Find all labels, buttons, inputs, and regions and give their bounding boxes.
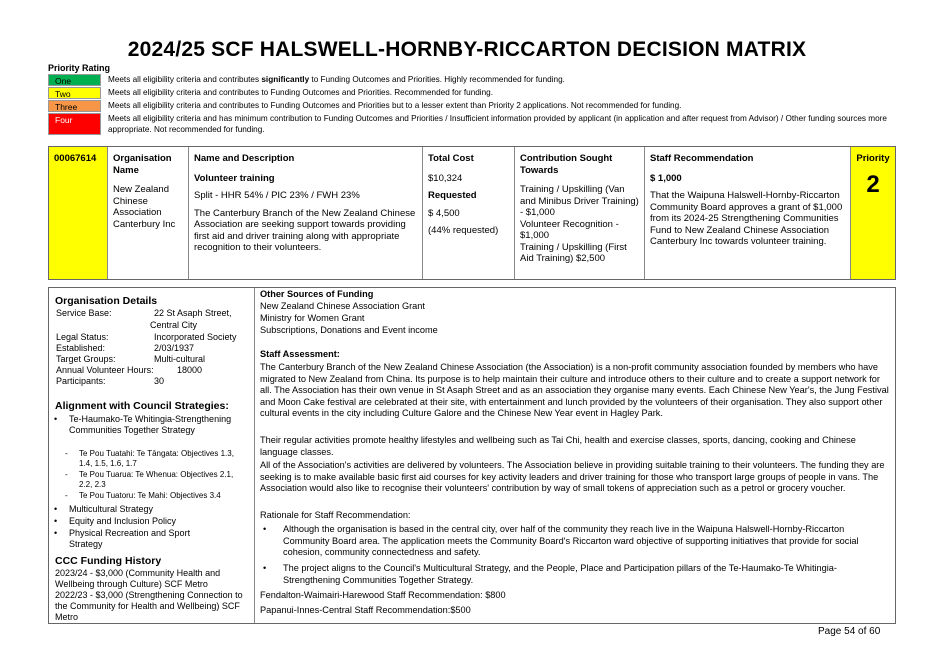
requested-percentage: (44% requested) xyxy=(428,225,499,236)
staff-recommendation-cell xyxy=(645,147,851,279)
total-cost-header: Total Cost xyxy=(428,153,474,164)
contribution-line: Training / Upskilling (First Aid Training) $2,500 xyxy=(520,241,627,264)
dash-icon: - xyxy=(65,470,68,479)
bullet-icon: • xyxy=(54,504,58,514)
funding-history-heading: CCC Funding History xyxy=(55,555,162,567)
funding-history-line: 2023/24 - $3,000 (Community Health and Wellbeing through Culture) SCF Metro xyxy=(55,568,221,589)
assessment-paragraph: All of the Association's activities are delivered by volunteers. The Association believe in providing suitable training to their volunteers. The funding they are seeking is to make available basic first aid courses for key activity leaders and driver training for those who transport large groups of people in vans. The Association would also like to recognise their volunteers' contribution by way of small tokens of appreciation such as a petrol or grocery voucher. xyxy=(260,460,885,493)
page-number: Page 54 of 60 xyxy=(818,626,881,637)
volunteer-hours-value: 18000 xyxy=(177,365,203,375)
alignment-item: Physical Recreation and Sport Strategy xyxy=(69,528,191,549)
bullet-icon: • xyxy=(54,528,58,538)
priority-swatch-three: Three xyxy=(48,100,101,112)
funding-history-line: 2022/23 - $3,000 (Strengthening Connection to the Community for Health and Wellbeing) SCF Metro xyxy=(55,590,243,622)
staff-assessment-heading: Staff Assessment: xyxy=(260,349,340,359)
project-description: The Canterbury Branch of the New Zealand Chinese Association are seeking support towards providing first aid and driver training along with appropriate recognition to their volunteers. xyxy=(194,207,416,253)
service-base-label: Service Base: xyxy=(56,308,112,318)
participants-label: Participants: xyxy=(56,376,106,386)
established-value: 2/03/1937 xyxy=(154,343,195,353)
rationale-bullet: Although the organisation is based in the central city, over half of the community they reach live in the Waipuna Halswell-Hornby-Riccarton Community Board area. The application meets the Community Board's Riccarton ward objective of supporting initiatives that provide for social cohesion, community connectedness and safety. xyxy=(283,524,859,557)
contribution-cell xyxy=(515,147,645,279)
requested-label: Requested xyxy=(428,190,477,201)
project-split: Split - HHR 54% / PIC 23% / FWH 23% xyxy=(194,190,360,201)
application-id-cell xyxy=(49,147,108,279)
ward-recommendation: Fendalton-Waimairi-Harewood Staff Recommendation: $800 xyxy=(260,590,506,600)
priority-swatch-four: Four xyxy=(48,113,101,135)
other-sources-heading: Other Sources of Funding xyxy=(260,289,374,299)
legal-status-value: Incorporated Society xyxy=(154,332,237,342)
priority-desc-three: Meets all eligibility criteria and contributes to Funding Outcomes and Priorities but to a lesser extent than Priority 2 applications. Not recommended for funding. xyxy=(108,101,682,110)
priority-swatch-one: One xyxy=(48,74,101,86)
requested-amount: $ 4,500 xyxy=(428,207,460,219)
application-id: 00067614 xyxy=(54,153,97,164)
dash-icon: - xyxy=(65,449,68,458)
staff-recommendation-text: That the Waipuna Halswell-Hornby-Riccarton Community Board approves a grant of $1,000 from its 2024-25 Strengthening Communities Fund to New Zealand Chinese Association Canterbury Inc towards volunteer training. xyxy=(650,190,843,247)
details-left-column xyxy=(49,288,255,623)
alignment-item: Multicultural Strategy xyxy=(69,504,154,514)
other-source-item: New Zealand Chinese Association Grant xyxy=(260,301,425,311)
participants-value: 30 xyxy=(154,376,165,386)
staff-recommendation-header: Staff Recommendation xyxy=(650,153,754,164)
dash-icon: - xyxy=(65,491,68,500)
other-source-item: Ministry for Women Grant xyxy=(260,313,365,323)
contribution-line: Training / Upskilling (Van and Minibus Driver Training) - $1,000 xyxy=(520,184,639,218)
rationale-bullet: The project aligns to the Council's Multicultural Strategy, and the People, Place and Participation pillars of the Te-Haumako-Te Whitingia-Strengthening Communities Together Strategy. xyxy=(283,563,837,585)
alignment-sub-item: Te Pou Tuatoru: Te Mahi: Objectives 3.4 xyxy=(79,491,221,500)
ward-recommendation: Papanui-Innes-Central Staff Recommendation:$500 xyxy=(260,605,471,615)
priority-header: Priority xyxy=(856,153,890,164)
contribution-line: Volunteer Recognition - $1,000 xyxy=(520,218,619,241)
bullet-icon: • xyxy=(263,524,267,534)
rationale-heading: Rationale for Staff Recommendation: xyxy=(260,510,411,520)
volunteer-hours-label: Annual Volunteer Hours: xyxy=(56,365,154,375)
service-base-value: 22 St Asaph Street, xyxy=(154,308,232,318)
service-base-value-2: Central City xyxy=(150,320,198,330)
name-description-header: Name and Description xyxy=(194,153,295,164)
assessment-paragraph: The Canterbury Branch of the New Zealand Chinese Association (the Association) is a non-profit community association founded by members who have migrated to New Zealand from China. Its purpose is to help maintain their culture and introduce others to their culture and to create a support network for all. The Association has their own venue in St Asaph Street and as an association they organise many events. Each Chinese New Year's, the Jung Festival and Moon Cake festival are celebrated at their site, with entertainment and lunch provided by the volunteers of their organisation. They also support other cultural events in the city including Culture Galore and the Chinese New Year event in Hagley Park. xyxy=(260,362,889,418)
alignment-item: Equity and Inclusion Policy xyxy=(69,516,177,526)
alignment-heading: Alignment with Council Strategies: xyxy=(55,400,229,412)
bullet-icon: • xyxy=(54,414,58,424)
contribution-header: Contribution Sought Towards xyxy=(520,153,613,176)
organisation-header: Organisation Name xyxy=(113,153,172,176)
total-cost-cell xyxy=(423,147,515,279)
priority-swatch-two: Two xyxy=(48,87,101,99)
project-name: Volunteer training xyxy=(194,172,275,184)
priority-rating-heading: Priority Rating xyxy=(48,63,111,73)
bullet-icon: • xyxy=(263,563,267,573)
details-panel xyxy=(48,287,896,624)
target-groups-value: Multi-cultural xyxy=(154,354,206,364)
decision-table xyxy=(48,146,896,280)
priority-value: 2 xyxy=(866,170,880,198)
alignment-sub-item: Te Pou Tuarua: Te Whenua: Objectives 2.1, 2.2, 2.3 xyxy=(79,470,234,489)
organisation-cell xyxy=(108,147,189,279)
priority-cell xyxy=(851,147,895,279)
page-title: 2024/25 SCF HALSWELL-HORNBY-RICCARTON DECISION MATRIX xyxy=(127,38,807,61)
details-right-column xyxy=(257,288,895,623)
priority-desc-one: Meets all eligibility criteria and contributes significantly to Funding Outcomes and Priorities. Highly recommended for funding. xyxy=(108,75,565,84)
alignment-sub-item: Te Pou Tuatahi: Te Tāngata: Objectives 1.3, 1.4, 1.5, 1.6, 1.7 xyxy=(79,449,234,468)
priority-desc-two: Meets all eligibility criteria and contributes to Funding Outcomes and Priorities. Recommended for funding. xyxy=(108,88,494,97)
total-cost: $10,324 xyxy=(428,172,463,184)
other-source-item: Subscriptions, Donations and Event income xyxy=(260,325,438,335)
assessment-paragraph: Their regular activities promote healthy lifestyles and wellbeing such as Tai Chi, health and exercise classes, sports, dancing, cooking and Chinese language classes. xyxy=(260,435,856,457)
organisation-details-heading: Organisation Details xyxy=(55,295,158,307)
legal-status-label: Legal Status: xyxy=(56,332,109,342)
organisation-name: New Zealand Chinese Association Canterbury Inc xyxy=(113,184,176,230)
staff-recommendation-amount: $ 1,000 xyxy=(650,172,682,184)
alignment-item: Te-Haumako-Te Whitingia-Strengthening Communities Together Strategy xyxy=(69,414,232,435)
target-groups-label: Target Groups: xyxy=(56,354,116,364)
priority-desc-four: Meets all eligibility criteria and has minimum contribution to Funding Outcomes and Priorities / Insufficient information provided by applicant (in application and after request from Advisor) / Other funding sources more appropriate. Not recommended for funding. xyxy=(108,114,887,134)
established-label: Established: xyxy=(56,343,106,353)
bullet-icon: • xyxy=(54,516,58,526)
name-description-cell xyxy=(189,147,423,279)
